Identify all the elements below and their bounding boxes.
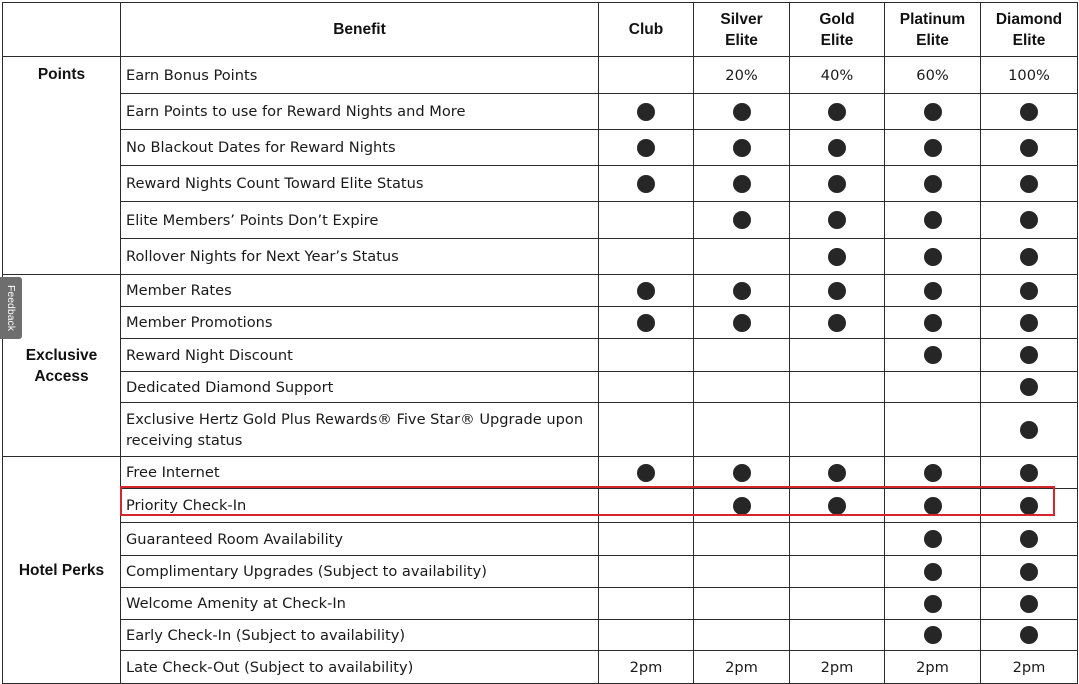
included-dot-icon bbox=[637, 175, 655, 193]
table-row bbox=[3, 523, 1078, 556]
cell-gold-elite bbox=[790, 372, 885, 403]
cell-diamond-elite bbox=[981, 523, 1078, 556]
included-dot-icon bbox=[637, 464, 655, 482]
included-dot-icon bbox=[1020, 139, 1038, 157]
cell-platinum-elite bbox=[885, 556, 981, 588]
cell-gold-elite bbox=[790, 239, 885, 275]
included-dot-icon bbox=[828, 497, 846, 515]
cell-club bbox=[599, 372, 694, 403]
cell-diamond-elite bbox=[981, 588, 1078, 620]
included-dot-icon bbox=[924, 563, 942, 581]
table-row bbox=[3, 239, 1078, 275]
benefit-label: Earn Points to use for Reward Nights and More bbox=[121, 94, 599, 130]
cell-platinum-elite bbox=[885, 620, 981, 651]
included-dot-icon bbox=[924, 282, 942, 300]
benefit-label: No Blackout Dates for Reward Nights bbox=[121, 130, 599, 166]
cell-diamond-elite bbox=[981, 275, 1078, 307]
table-row bbox=[3, 651, 1078, 684]
included-dot-icon bbox=[1020, 248, 1038, 266]
included-dot-icon bbox=[733, 464, 751, 482]
cell-silver-elite bbox=[694, 489, 790, 523]
included-dot-icon bbox=[924, 530, 942, 548]
included-dot-icon bbox=[924, 314, 942, 332]
cell-platinum-elite bbox=[885, 130, 981, 166]
cell-silver-elite bbox=[694, 130, 790, 166]
included-dot-icon bbox=[1020, 314, 1038, 332]
included-dot-icon bbox=[828, 464, 846, 482]
cell-silver-elite bbox=[694, 202, 790, 239]
included-dot-icon bbox=[924, 248, 942, 266]
benefits-body bbox=[3, 57, 1078, 684]
included-dot-icon bbox=[1020, 211, 1038, 229]
cell-silver-elite bbox=[694, 372, 790, 403]
included-dot-icon bbox=[733, 497, 751, 515]
included-dot-icon bbox=[1020, 378, 1038, 396]
included-dot-icon bbox=[733, 103, 751, 121]
table-row bbox=[3, 489, 1078, 523]
included-dot-icon bbox=[1020, 103, 1038, 121]
cell-platinum-elite bbox=[885, 239, 981, 275]
header-platinum-elite: Platinum Elite bbox=[885, 3, 981, 57]
included-dot-icon bbox=[733, 139, 751, 157]
cell-club bbox=[599, 130, 694, 166]
cell-silver-elite bbox=[694, 307, 790, 339]
cell-platinum-elite bbox=[885, 166, 981, 202]
table-row bbox=[3, 457, 1078, 489]
cell-diamond-elite: 100% bbox=[981, 57, 1078, 94]
cell-platinum-elite bbox=[885, 307, 981, 339]
benefit-label: Member Promotions bbox=[121, 307, 599, 339]
cell-silver-elite bbox=[694, 275, 790, 307]
table-row bbox=[3, 94, 1078, 130]
cell-silver-elite bbox=[694, 166, 790, 202]
cell-gold-elite bbox=[790, 523, 885, 556]
cell-platinum-elite bbox=[885, 339, 981, 372]
header-row bbox=[3, 3, 1078, 57]
included-dot-icon bbox=[828, 282, 846, 300]
cell-club bbox=[599, 166, 694, 202]
benefit-label: Free Internet bbox=[121, 457, 599, 489]
included-dot-icon bbox=[637, 139, 655, 157]
cell-gold-elite bbox=[790, 620, 885, 651]
benefit-label: Elite Members’ Points Don’t Expire bbox=[121, 202, 599, 239]
cell-platinum-elite bbox=[885, 372, 981, 403]
header-silver-elite: Silver Elite bbox=[694, 3, 790, 57]
table-row bbox=[3, 275, 1078, 307]
cell-platinum-elite: 2pm bbox=[885, 651, 981, 684]
included-dot-icon bbox=[637, 314, 655, 332]
cell-club bbox=[599, 489, 694, 523]
cell-gold-elite bbox=[790, 307, 885, 339]
cell-platinum-elite bbox=[885, 403, 981, 457]
benefit-label: Dedicated Diamond Support bbox=[121, 372, 599, 403]
cell-diamond-elite bbox=[981, 372, 1078, 403]
cell-diamond-elite bbox=[981, 620, 1078, 651]
feedback-label: Feedback bbox=[5, 284, 17, 332]
cell-gold-elite bbox=[790, 339, 885, 372]
cell-gold-elite bbox=[790, 457, 885, 489]
header-club: Club bbox=[599, 3, 694, 57]
included-dot-icon bbox=[924, 626, 942, 644]
cell-gold-elite bbox=[790, 588, 885, 620]
cell-platinum-elite bbox=[885, 523, 981, 556]
benefit-label: Exclusive Hertz Gold Plus Rewards® Five Star® Upgrade upon receiving status bbox=[121, 403, 599, 457]
cell-club bbox=[599, 202, 694, 239]
header-diamond-elite: Diamond Elite bbox=[981, 3, 1078, 57]
cell-platinum-elite bbox=[885, 489, 981, 523]
included-dot-icon bbox=[924, 103, 942, 121]
cell-silver-elite: 2pm bbox=[694, 651, 790, 684]
cell-gold-elite bbox=[790, 489, 885, 523]
cell-silver-elite bbox=[694, 239, 790, 275]
included-dot-icon bbox=[924, 497, 942, 515]
header-gold-elite: Gold Elite bbox=[790, 3, 885, 57]
cell-diamond-elite: 2pm bbox=[981, 651, 1078, 684]
cell-gold-elite bbox=[790, 94, 885, 130]
benefit-label: Reward Night Discount bbox=[121, 339, 599, 372]
included-dot-icon bbox=[1020, 563, 1038, 581]
cell-club bbox=[599, 620, 694, 651]
table-row bbox=[3, 556, 1078, 588]
cell-silver-elite bbox=[694, 339, 790, 372]
benefits-table bbox=[2, 2, 1078, 684]
cell-diamond-elite bbox=[981, 403, 1078, 457]
table-row bbox=[3, 130, 1078, 166]
category-points: Points bbox=[3, 57, 121, 275]
included-dot-icon bbox=[828, 175, 846, 193]
included-dot-icon bbox=[828, 139, 846, 157]
cell-club bbox=[599, 523, 694, 556]
included-dot-icon bbox=[828, 103, 846, 121]
included-dot-icon bbox=[924, 139, 942, 157]
cell-gold-elite bbox=[790, 202, 885, 239]
table-row bbox=[3, 588, 1078, 620]
included-dot-icon bbox=[1020, 282, 1038, 300]
cell-club bbox=[599, 57, 694, 94]
included-dot-icon bbox=[1020, 626, 1038, 644]
cell-diamond-elite bbox=[981, 489, 1078, 523]
cell-club bbox=[599, 239, 694, 275]
cell-platinum-elite bbox=[885, 94, 981, 130]
included-dot-icon bbox=[1020, 175, 1038, 193]
included-dot-icon bbox=[637, 282, 655, 300]
cell-platinum-elite bbox=[885, 457, 981, 489]
category-exclusive-access: Exclusive Access bbox=[3, 275, 121, 457]
table-row bbox=[3, 403, 1078, 457]
included-dot-icon bbox=[733, 211, 751, 229]
included-dot-icon bbox=[733, 175, 751, 193]
cell-gold-elite bbox=[790, 275, 885, 307]
cell-diamond-elite bbox=[981, 457, 1078, 489]
included-dot-icon bbox=[828, 248, 846, 266]
cell-silver-elite bbox=[694, 457, 790, 489]
header-benefit: Benefit bbox=[121, 3, 599, 57]
cell-club bbox=[599, 588, 694, 620]
included-dot-icon bbox=[924, 595, 942, 613]
category-hotel-perks: Hotel Perks bbox=[3, 457, 121, 684]
cell-club bbox=[599, 457, 694, 489]
table-row bbox=[3, 202, 1078, 239]
cell-diamond-elite bbox=[981, 307, 1078, 339]
included-dot-icon bbox=[828, 211, 846, 229]
benefit-label: Priority Check-In bbox=[121, 489, 599, 523]
included-dot-icon bbox=[828, 314, 846, 332]
included-dot-icon bbox=[1020, 497, 1038, 515]
cell-platinum-elite: 60% bbox=[885, 57, 981, 94]
table-row bbox=[3, 57, 1078, 94]
cell-silver-elite bbox=[694, 620, 790, 651]
cell-diamond-elite bbox=[981, 94, 1078, 130]
benefit-label: Member Rates bbox=[121, 275, 599, 307]
benefit-label: Welcome Amenity at Check-In bbox=[121, 588, 599, 620]
cell-gold-elite bbox=[790, 166, 885, 202]
cell-club bbox=[599, 403, 694, 457]
cell-platinum-elite bbox=[885, 275, 981, 307]
cell-silver-elite bbox=[694, 403, 790, 457]
cell-silver-elite bbox=[694, 523, 790, 556]
benefit-label: Complimentary Upgrades (Subject to availability) bbox=[121, 556, 599, 588]
corner-cell bbox=[3, 3, 121, 57]
cell-diamond-elite bbox=[981, 202, 1078, 239]
benefit-label: Early Check-In (Subject to availability) bbox=[121, 620, 599, 651]
table-row bbox=[3, 307, 1078, 339]
cell-silver-elite: 20% bbox=[694, 57, 790, 94]
cell-diamond-elite bbox=[981, 239, 1078, 275]
cell-silver-elite bbox=[694, 588, 790, 620]
included-dot-icon bbox=[924, 175, 942, 193]
included-dot-icon bbox=[924, 346, 942, 364]
included-dot-icon bbox=[733, 282, 751, 300]
cell-diamond-elite bbox=[981, 556, 1078, 588]
included-dot-icon bbox=[1020, 421, 1038, 439]
cell-gold-elite bbox=[790, 403, 885, 457]
table-row bbox=[3, 620, 1078, 651]
table-row bbox=[3, 339, 1078, 372]
feedback-tab[interactable] bbox=[0, 277, 22, 339]
benefit-label: Late Check-Out (Subject to availability) bbox=[121, 651, 599, 684]
cell-diamond-elite bbox=[981, 130, 1078, 166]
cell-gold-elite bbox=[790, 556, 885, 588]
cell-platinum-elite bbox=[885, 202, 981, 239]
cell-silver-elite bbox=[694, 94, 790, 130]
benefit-label: Earn Bonus Points bbox=[121, 57, 599, 94]
table-row bbox=[3, 166, 1078, 202]
included-dot-icon bbox=[924, 211, 942, 229]
included-dot-icon bbox=[924, 464, 942, 482]
cell-diamond-elite bbox=[981, 166, 1078, 202]
included-dot-icon bbox=[1020, 346, 1038, 364]
table-row bbox=[3, 372, 1078, 403]
benefit-label: Reward Nights Count Toward Elite Status bbox=[121, 166, 599, 202]
included-dot-icon bbox=[1020, 595, 1038, 613]
cell-silver-elite bbox=[694, 556, 790, 588]
cell-club: 2pm bbox=[599, 651, 694, 684]
cell-gold-elite bbox=[790, 130, 885, 166]
cell-gold-elite: 40% bbox=[790, 57, 885, 94]
included-dot-icon bbox=[733, 314, 751, 332]
cell-gold-elite: 2pm bbox=[790, 651, 885, 684]
cell-club bbox=[599, 339, 694, 372]
benefit-label: Rollover Nights for Next Year’s Status bbox=[121, 239, 599, 275]
included-dot-icon bbox=[637, 103, 655, 121]
cell-club bbox=[599, 275, 694, 307]
cell-club bbox=[599, 307, 694, 339]
cell-club bbox=[599, 94, 694, 130]
included-dot-icon bbox=[1020, 464, 1038, 482]
cell-platinum-elite bbox=[885, 588, 981, 620]
benefit-label: Guaranteed Room Availability bbox=[121, 523, 599, 556]
cell-diamond-elite bbox=[981, 339, 1078, 372]
cell-club bbox=[599, 556, 694, 588]
included-dot-icon bbox=[1020, 530, 1038, 548]
